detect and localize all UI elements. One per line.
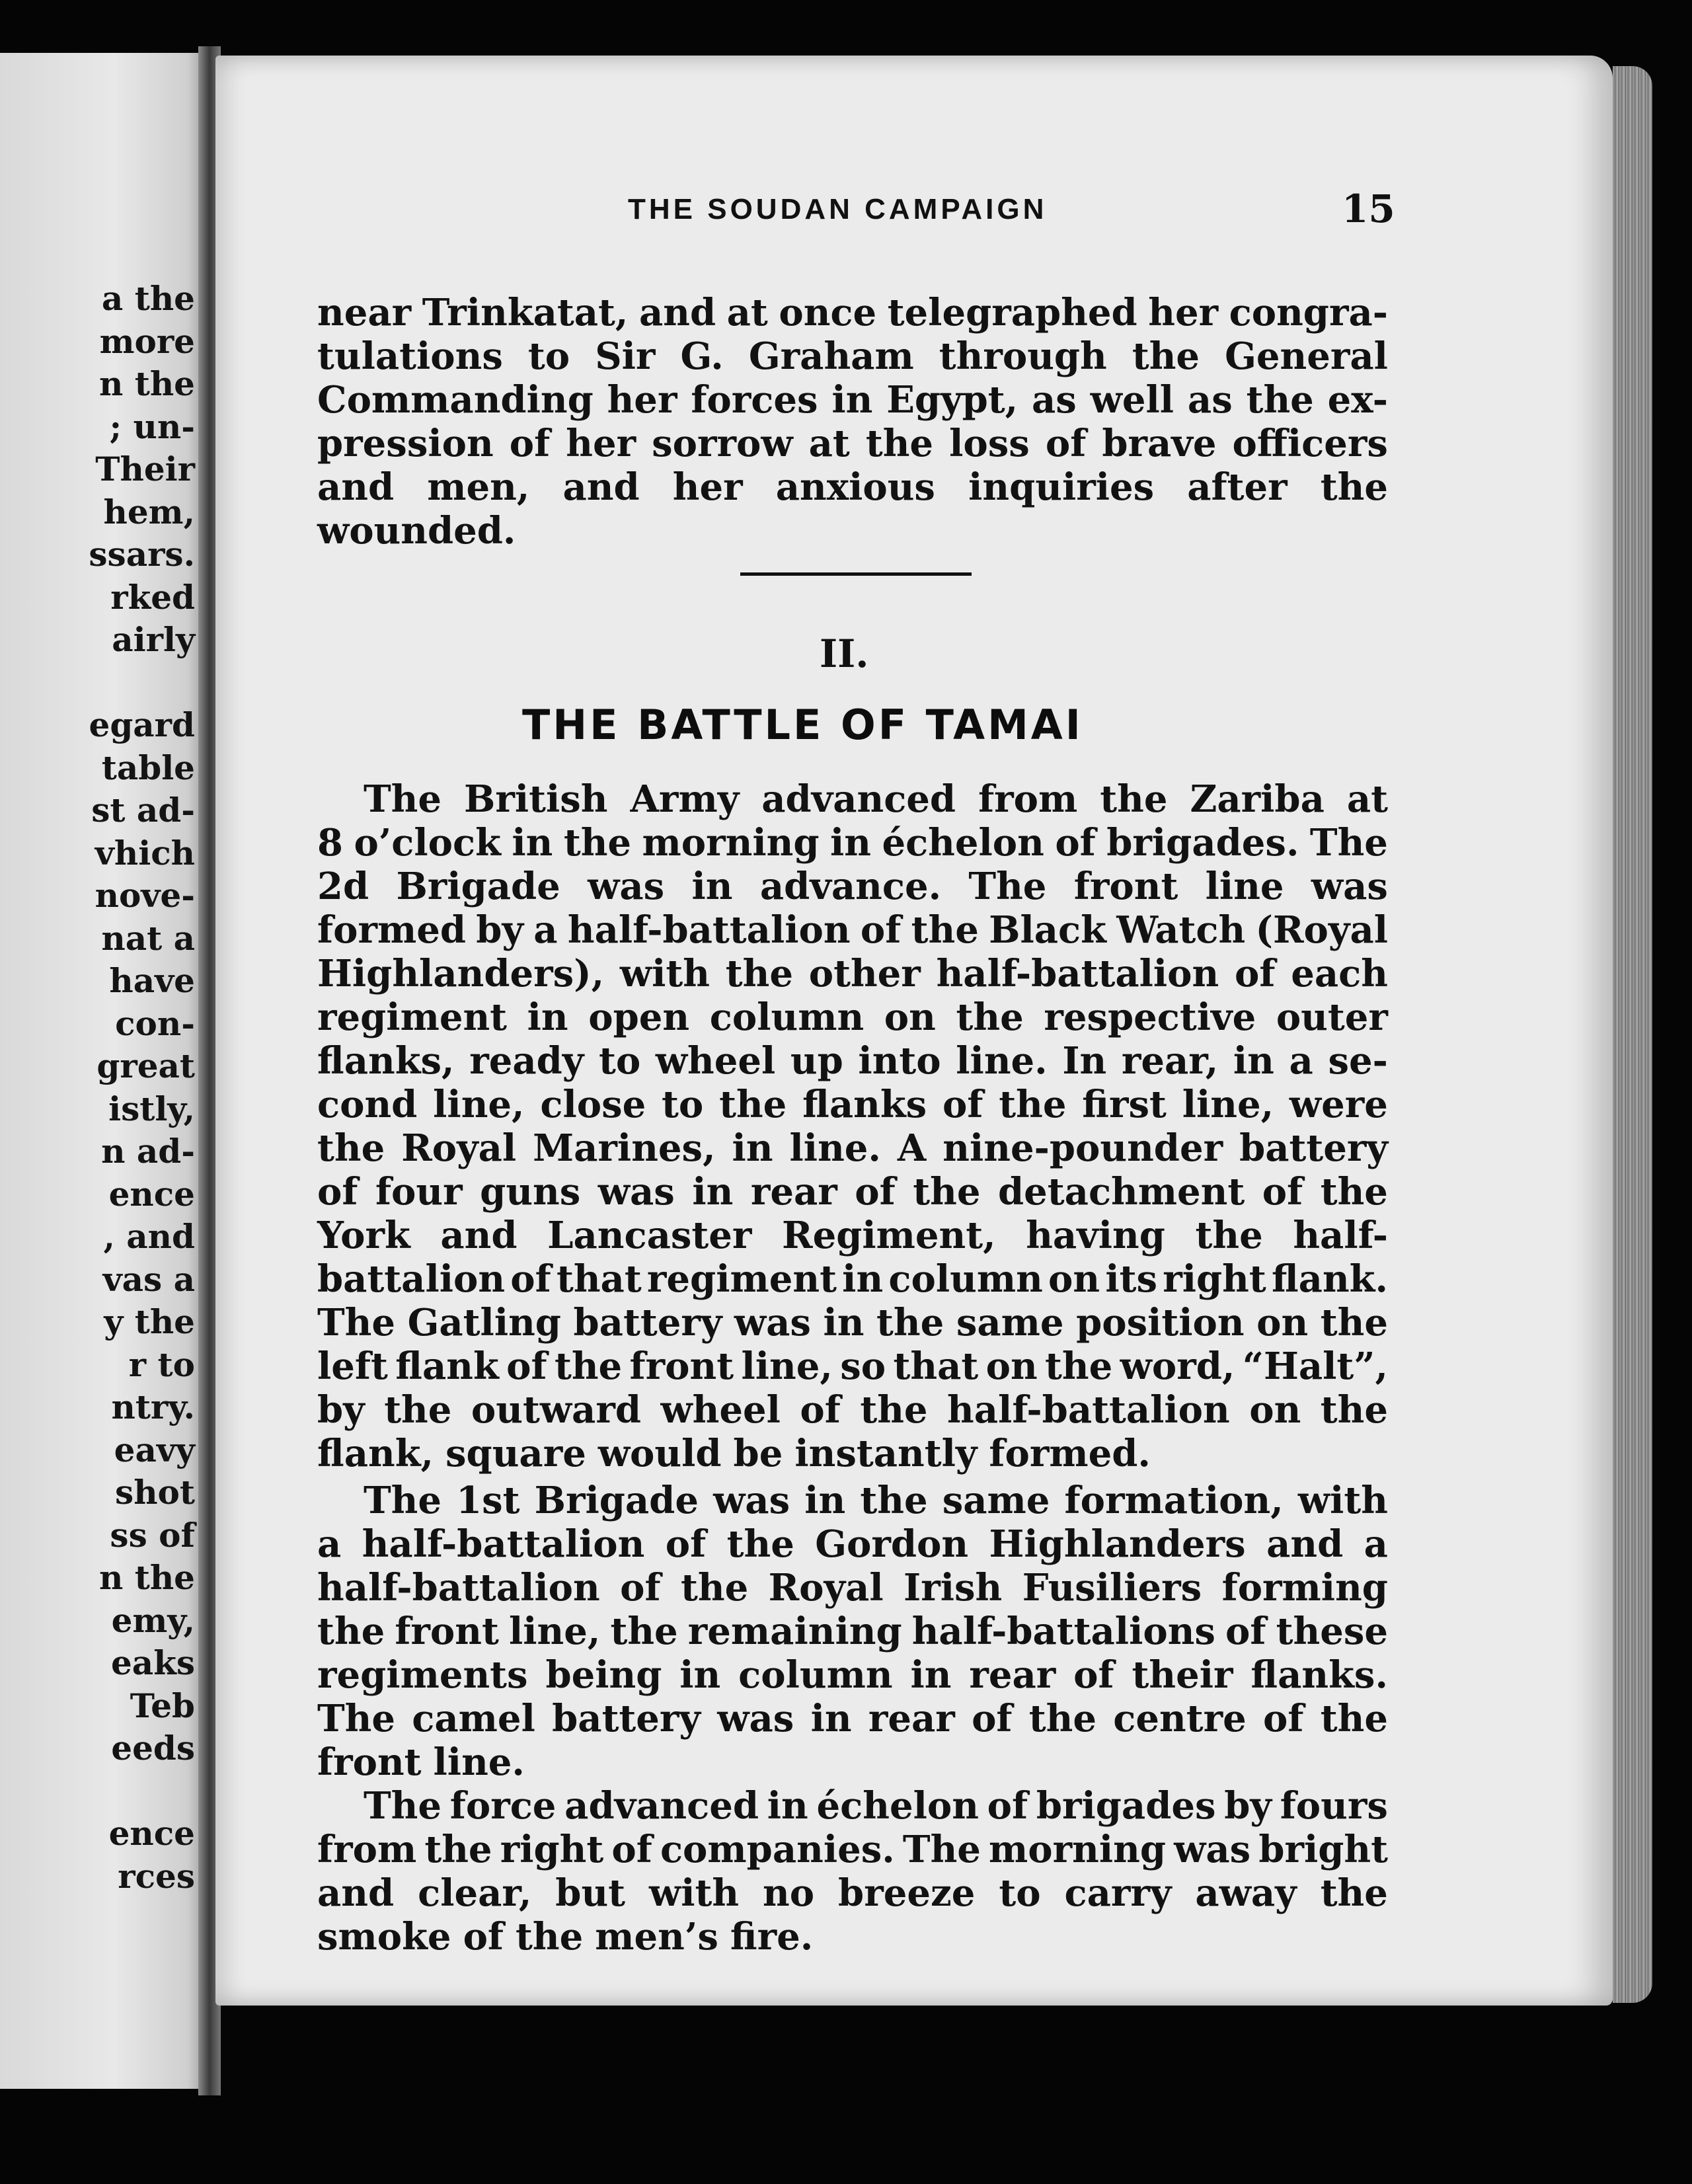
left-page-line: n the: [98, 364, 195, 403]
text-line: smoke of the men’s fire.: [317, 1915, 814, 1959]
text-line: front line.: [317, 1740, 525, 1784]
paragraph-continuation: [317, 291, 1388, 553]
left-page-line: con-: [115, 1003, 195, 1043]
left-page-line: [89, 662, 195, 705]
text-line: regiments being in column in rear of their flanks.: [317, 1653, 1388, 1697]
text-line: the front line, the remaining half-battalions of these: [317, 1610, 1388, 1653]
left-page-line: ; un-: [109, 407, 195, 446]
text-line: and clear, but with no breeze to carry away the: [317, 1871, 1388, 1915]
running-head: THE SOUDAN CAMPAIGN: [628, 193, 1048, 225]
text-line: The camel battery was in rear of the centre of the: [317, 1697, 1388, 1740]
left-page-line: a the: [101, 279, 195, 318]
left-page-line: vhich: [95, 833, 195, 873]
section-divider-rule: [740, 572, 972, 576]
text-line: by the outward wheel of the half-battalion on the: [317, 1388, 1388, 1432]
left-page-line: y the: [104, 1302, 195, 1341]
left-page-line: rked: [110, 577, 195, 617]
left-page-line: eaks: [110, 1643, 195, 1682]
left-page-text: [89, 278, 195, 1898]
page-edges: [1613, 66, 1652, 2003]
text-line: formed by a half-battalion of the Black Watch (Royal: [317, 908, 1388, 952]
text-line: Commanding her forces in Egypt, as well as the ex-: [317, 378, 1388, 422]
section-title: THE BATTLE OF TAMAI: [522, 701, 1083, 749]
text-line: 2d Brigade was in advance. The front line was: [317, 865, 1388, 908]
text-line: The Gatling battery was in the same position on the: [317, 1301, 1388, 1345]
left-page-line: , and: [103, 1217, 195, 1256]
text-line: battalion of that regiment in column on its right flank.: [317, 1257, 1388, 1301]
left-page-line: [89, 1770, 195, 1813]
text-line: 8 o’clock in the morning in échelon of brigades. The: [317, 821, 1388, 865]
left-page-line: st ad-: [91, 791, 195, 830]
text-line: tulations to Sir G. Graham through the General: [317, 334, 1388, 378]
left-page-line: airly: [112, 620, 195, 659]
left-page-line: ntry.: [111, 1387, 195, 1426]
left-page-line: vas a: [102, 1259, 195, 1299]
left-page-line: great: [96, 1046, 195, 1085]
left-page-line: eeds: [111, 1729, 195, 1768]
left-page-line: nat a: [101, 918, 195, 958]
text-line: half-battalion of the Royal Irish Fusiliers forming: [317, 1566, 1388, 1610]
left-page-line: rces: [118, 1856, 195, 1896]
left-page-line: ss of: [110, 1515, 195, 1555]
left-page-line: istly,: [108, 1089, 195, 1128]
left-page-line: ssars.: [89, 535, 195, 574]
text-line: Highlanders), with the other half-battalion of each: [317, 952, 1388, 995]
text-line: near Trinkatat, and at once telegraphed her congra-: [317, 291, 1388, 334]
left-page-line: nove-: [95, 876, 195, 915]
left-page-line: ence: [108, 1814, 195, 1853]
left-page-line: table: [101, 748, 195, 787]
text-line: wounded.: [317, 509, 516, 553]
left-page-line: Teb: [130, 1686, 195, 1725]
left-page-line: Their: [95, 449, 195, 488]
paragraph-force-advanced: [317, 1784, 1388, 1959]
left-page-line: emy,: [111, 1600, 195, 1640]
left-page-line: eavy: [114, 1430, 195, 1469]
page-number: 15: [1342, 186, 1395, 231]
text-line: flanks, ready to wheel up into line. In rear, in a se-: [317, 1039, 1388, 1083]
text-line: left flank of the front line, so that on the word, “Halt”,: [317, 1345, 1388, 1388]
text-line: a half-battalion of the Gordon Highlanders and a: [317, 1522, 1388, 1566]
left-page-line: n the: [98, 1558, 195, 1597]
text-line: and men, and her anxious inquiries after the: [317, 465, 1388, 509]
text-line: the Royal Marines, in line. A nine-pounder battery: [317, 1126, 1388, 1170]
left-page-line: n ad-: [101, 1132, 195, 1171]
text-line: regiment in open column on the respective outer: [317, 995, 1388, 1039]
left-page-line: hem,: [103, 492, 195, 531]
left-page-line: r to: [128, 1345, 195, 1384]
text-line: cond line, close to the flanks of the first line, were: [317, 1083, 1388, 1126]
left-page-line: have: [109, 961, 195, 1000]
left-page-line: egard: [89, 705, 195, 744]
text-line: The British Army advanced from the Zariba at: [364, 777, 1388, 821]
paragraph-british-army-advance: [317, 777, 1388, 1475]
left-page-line: more: [99, 321, 195, 361]
text-line: flank, square would be instantly formed.: [317, 1432, 1151, 1475]
text-line: of four guns was in rear of the detachment of the: [317, 1170, 1388, 1214]
left-page-line: ence: [108, 1174, 195, 1214]
section-number: II.: [820, 631, 869, 676]
left-page-line: shot: [115, 1473, 195, 1512]
text-line: pression of her sorrow at the loss of brave officers: [317, 422, 1388, 465]
text-line: The 1st Brigade was in the same formation, with: [364, 1479, 1388, 1522]
text-line: from the right of companies. The morning was bright: [317, 1828, 1388, 1871]
text-line: The force advanced in échelon of brigades by fours: [364, 1784, 1388, 1828]
left-facing-page: [0, 53, 208, 2089]
text-line: York and Lancaster Regiment, having the half-: [317, 1214, 1388, 1257]
paragraph-first-brigade: [317, 1479, 1388, 1784]
